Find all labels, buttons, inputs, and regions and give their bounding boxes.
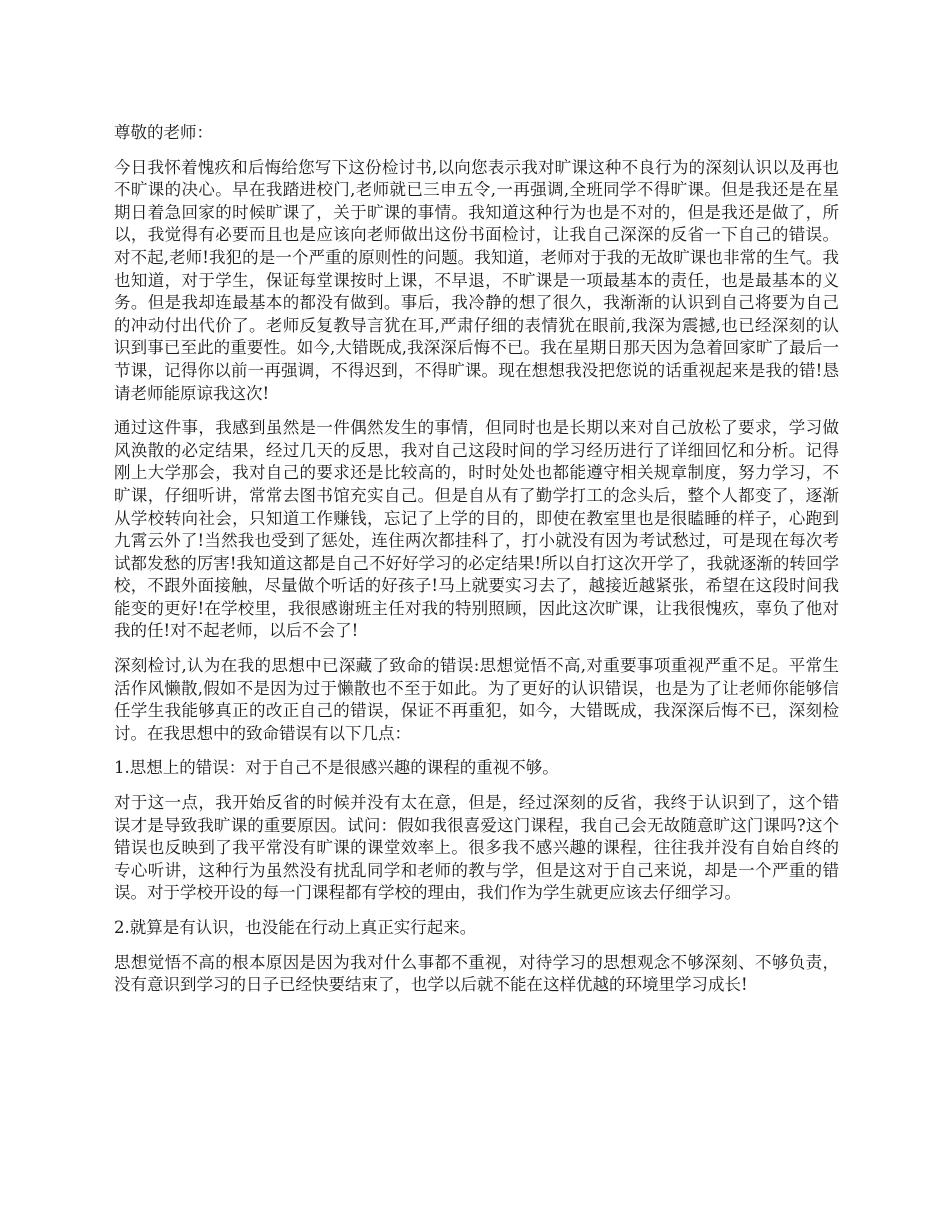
point-1-detail: 对于这一点，我开始反省的时候并没有太在意，但是，经过深刻的反省，我终于认识到了，这个错误才是导致我旷课的重要原因。试问：假如我很喜爱这门课程，我自己会无故随意旷这门课吗?这个错误也反映到了我平常没有旷课的课堂效率上。很多我不感兴趣的课程，往往我并没有自始自终的专心听讲，这种行为虽然没有扰乱同学和老师的教与学，但是这对于自己来说，却是一个严重的错误。对于学校开设的每一门课程都有学校的理由，我们作为学生就更应该去仔细学习。: [114, 793, 839, 903]
point-2-detail: 思想觉悟不高的根本原因是因为我对什么事都不重视，对待学习的思想观念不够深刻、不够负责，没有意识到学习的日子已经快要结束了，也学以后就不能在这样优越的环境里学习成长!: [114, 952, 839, 995]
point-2-heading: 2.就算是有认识，也没能在行动上真正实行起来。: [114, 918, 477, 937]
point-1-heading: 1.思想上的错误：对于自己不是很感兴趣的课程的重视不够。: [114, 758, 559, 778]
letter-salutation: 尊敬的老师：: [114, 123, 213, 142]
paragraph-self-criticism: 深刻检讨,认为在我的思想中已深藏了致命的错误:思想觉悟不高,对重要事项重视严重不足。平常生活作风懒散,假如不是因为过于懒散也不至于如此。为了更好的认识错误，也是为了让老师你能够信任学生我能够真正的改正自己的错误，保证不再重犯，如今，大错既成，我深深后悔不已，深刻检讨。在我思想中的致命错误有以下几点：: [114, 656, 839, 743]
paragraph-apology: 今日我怀着愧疚和后悔给您写下这份检讨书,以向您表示我对旷课这种不良行为的深刻认识以及再也不旷课的决心。早在我踏进校门,老师就已三申五令,一再强调,全班同学不得旷课。但是我还是在星期日着急回家的时候旷课了，关于旷课的事情。我知道这种行为也是不对的，但是我还是做了，所以，我觉得有必要而且也是应该向老师做出这份书面检讨，让我自己深深的反省一下自己的错误。对不起,老师!我犯的是一个严重的原则性的问题。我知道，老师对于我的无故旷课也非常的生气。我也知道，对于学生，保证每堂课按时上课，不早退，不旷课是一项最基本的责任，也是最基本的义务。但是我却连最基本的都没有做到。事后，我冷静的想了很久，我渐渐的认识到自己将要为自己的冲动付出代价了。老师反复教导言犹在耳,严肃仔细的表情犹在眼前,我深为震撼,也已经深刻的认识到事已至此的重要性。如今,大错既成,我深深后悔不已。我在星期日那天因为急着回家旷了最后一节课，记得你以前一再强调，不得迟到，不得旷课。现在想想我没把您说的话重视起来是我的错!恳请老师能原谅我这次!: [114, 157, 839, 403]
paragraph-reflection: 通过这件事，我感到虽然是一件偶然发生的事情，但同时也是长期以来对自己放松了要求，学习做风涣散的必定结果，经过几天的反思，我对自己这段时间的学习经历进行了详细回忆和分析。记得刚上大学那会，我对自己的要求还是比较高的，时时处处也都能遵守相关规章制度，努力学习，不旷课，仔细听讲，常常去图书馆充实自己。但是自从有了勤学打工的念头后，整个人都变了，逐渐从学校转向社会，只知道工作赚钱，忘记了上学的目的，即使在教室里也是很瞌睡的样子，心跑到九霄云外了!当然我也受到了惩处，连住两次都挂科了，打小就没有因为考试愁过，可是现在每次考试都发愁的厉害!我知道这都是自己不好好学习的必定结果!所以自打这次开学了，我就逐渐的转回学校，不跟外面接触，尽量做个听话的好孩子!马上就要实习去了，越接近越紧张，希望在这段时间我能变的更好!在学校里，我很感谢班主任对我的特别照顾，因此这次旷课，让我很愧疚，辜负了他对我的任!对不起老师，以后不会了!: [114, 418, 839, 641]
letter-body: [114, 122, 839, 1009]
